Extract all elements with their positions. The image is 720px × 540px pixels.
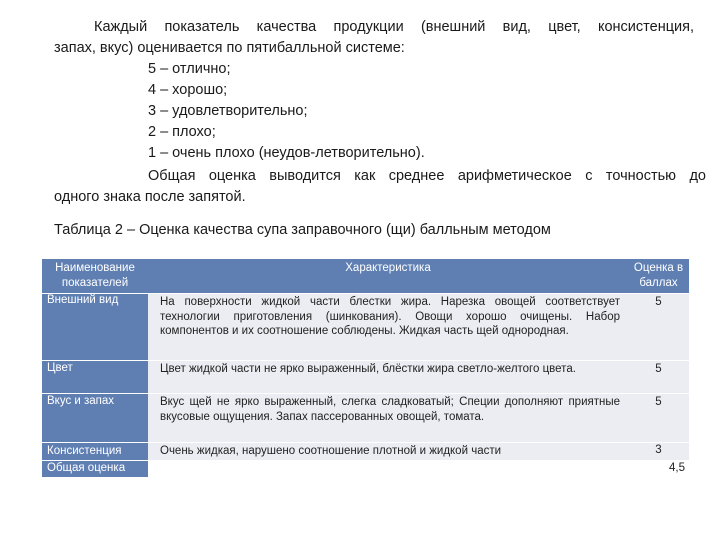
scale-item-2: 2 – плохо; [148, 124, 216, 140]
summary-paragraph-line-1: Общая оценка выводится как среднее арифметическое с точностью до [148, 168, 706, 184]
row-score-cell: 5 [628, 293, 689, 360]
header-name-cell: Наименование показателей [42, 259, 148, 293]
row-name-cell: Цвет [42, 360, 148, 393]
intro-paragraph-line-2: запах, вкус) оценивается по пятибалльной системе: [54, 40, 405, 56]
scale-item-1: 1 – очень плохо (неудов-летворительно). [148, 145, 425, 161]
summary-paragraph-line-2: одного знака после запятой. [54, 189, 246, 205]
row-score-cell: 3 [628, 442, 689, 460]
row-divider [42, 360, 689, 361]
row-divider [42, 393, 689, 394]
row-characteristic-cell: Очень жидкая, нарушено соотношение плотной и жидкой части [148, 442, 628, 460]
row-characteristic-cell: Цвет жидкой части не ярко выраженный, блёстки жира светло-желтого цвета. [148, 360, 628, 393]
total-score-cell: 4,5 [669, 462, 685, 474]
row-divider [42, 293, 689, 294]
header-characteristic-cell: Характеристика [148, 259, 628, 293]
row-name-cell: Консистенция [42, 442, 148, 460]
intro-paragraph-line-1: Каждый показатель качества продукции (внешний вид, цвет, консистенция, [94, 19, 694, 35]
row-divider [42, 442, 689, 443]
row-divider [42, 460, 689, 461]
scale-item-4: 4 – хорошо; [148, 82, 228, 98]
row-score-cell: 5 [628, 393, 689, 442]
row-score-cell: 5 [628, 360, 689, 393]
header-score-cell: Оценка в баллах [628, 259, 689, 293]
total-name-cell: Общая оценка [42, 460, 148, 477]
scale-item-5: 5 – отлично; [148, 61, 231, 77]
scale-item-3: 3 – удовлетворительно; [148, 103, 308, 119]
row-characteristic-cell: На поверхности жидкой части блестки жира. Нарезка овощей соответствует технологии приготовления (шинкования). Овощи хорошо очищены. Набор компонентов и их соотношение соблюдены. Жидкая часть щей однородная. [148, 293, 628, 360]
row-characteristic-cell: Вкус щей не ярко выраженный, слегка сладковатый; Специи дополняют приятные вкусовые ощущения. Запах пассерованных овощей, томата. [148, 393, 628, 442]
table-caption: Таблица 2 – Оценка качества супа заправочного (щи) балльным методом [54, 222, 551, 238]
row-name-cell: Вкус и запах [42, 393, 148, 442]
row-name-cell: Внешний вид [42, 293, 148, 360]
